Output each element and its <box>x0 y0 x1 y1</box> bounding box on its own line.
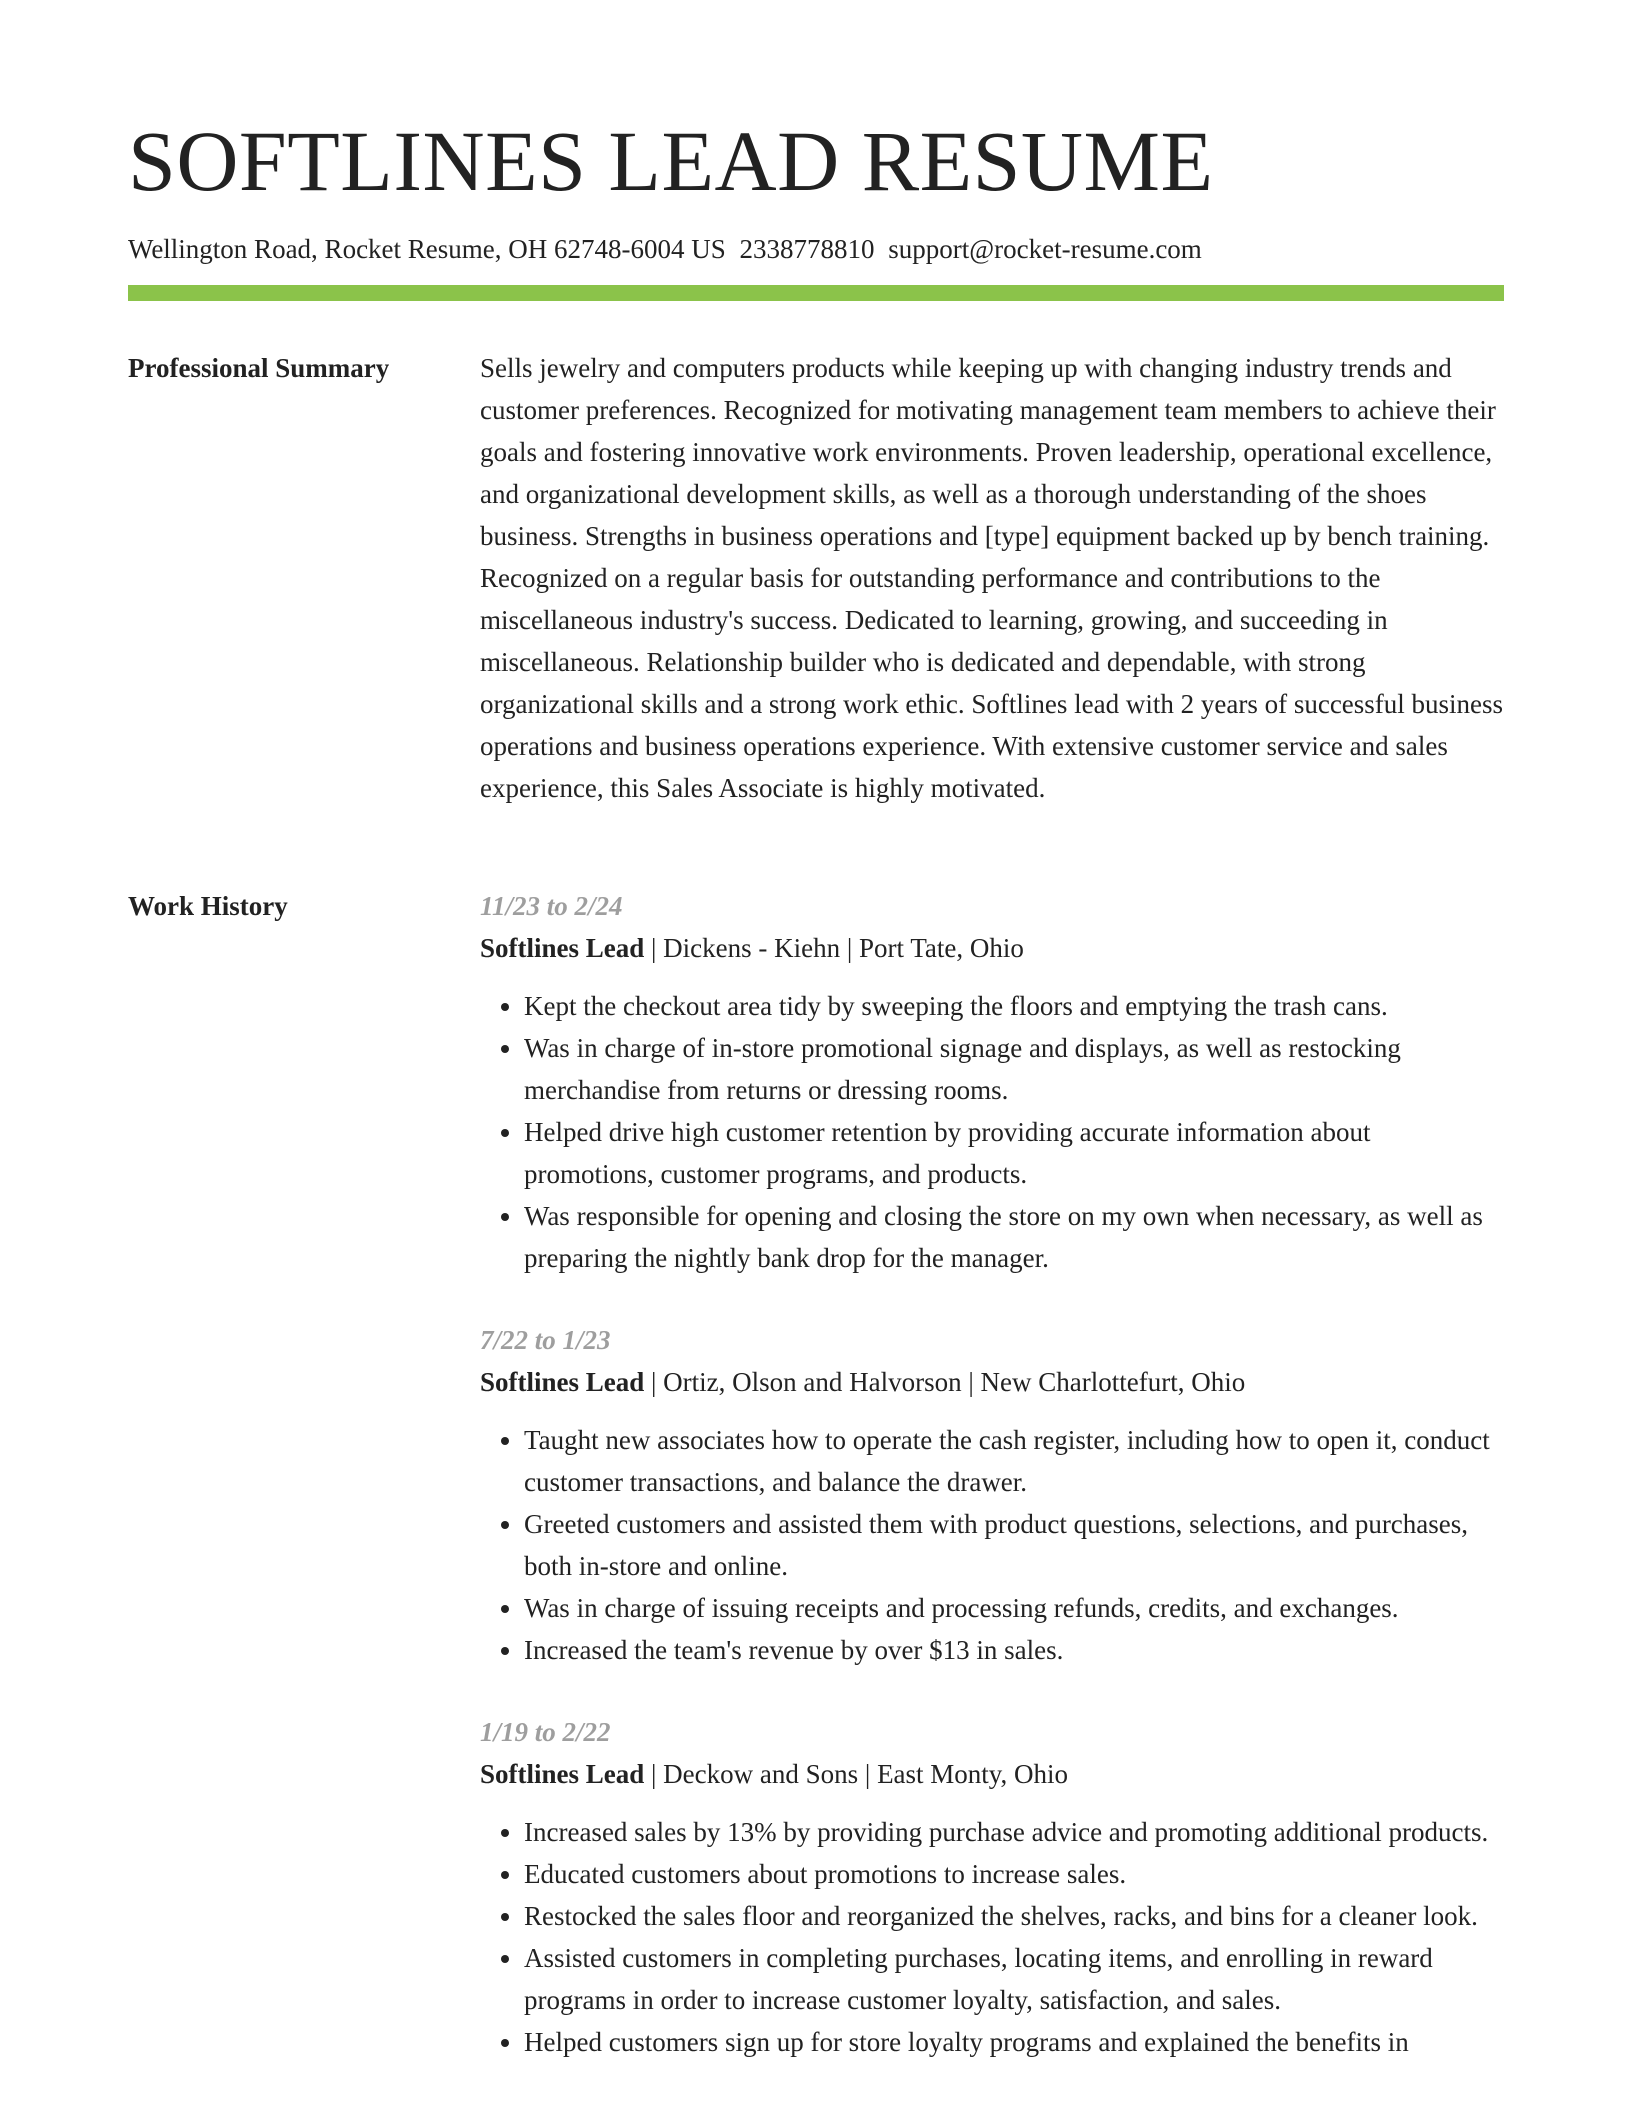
job-bullet-list <box>480 985 1504 1279</box>
job-details: | Ortiz, Olson and Halvorson | New Charlottefurt, Ohio <box>644 1367 1246 1397</box>
work-history-section-label: Work History <box>128 891 288 921</box>
resume-title: SOFTLINES LEAD RESUME <box>128 113 1214 209</box>
summary-section-label: Professional Summary <box>128 353 390 383</box>
job-bullet-list <box>480 1419 1504 1671</box>
job-bullet: • Greeted customers and assisted them with product questions, selections, and purchases, both in-store and online. <box>524 1503 1504 1587</box>
job-bullet: • Was responsible for opening and closing the store on my own when necessary, as well as preparing the nightly bank drop for the manager. <box>524 1195 1504 1279</box>
summary-section <box>480 347 1504 809</box>
job-heading <box>480 1361 1504 1403</box>
job-bullet: • Educated customers about promotions to increase sales. <box>524 1853 1504 1895</box>
summary-text: Sells jewelry and computers products while keeping up with changing industry trends and customer preferences. Recognized for motivating management team members to achieve their goals and fostering innovative work environments. Proven leadership, operational excellence, and organizational development skills, as well as a thorough understanding of the shoes business. Strengths in business operations and [type] equipment backed up by bench training. Recognized on a regular basis for outstanding performance and contributions to the miscellaneous industry's success. Dedicated to learning, growing, and succeeding in miscellaneous. Relationship builder who is dedicated and dependable, with strong organizational skills and a strong work ethic. Softlines lead with 2 years of successful business operations and business operations experience. With extensive customer service and sales experience, this Sales Associate is highly motivated. <box>480 353 1504 803</box>
job-title: Softlines Lead <box>480 1759 645 1789</box>
job-bullet: • Was in charge of in-store promotional signage and displays, as well as restocking merchandise from returns or dressing rooms. <box>524 1027 1504 1111</box>
job-dates: 7/22 to 1/23 <box>480 1325 611 1355</box>
job-entry <box>480 1319 1504 1671</box>
job-bullet: • Taught new associates how to operate the cash register, including how to open it, conduct customer transactions, and balance the drawer. <box>524 1419 1504 1503</box>
job-bullet: • Helped drive high customer retention by providing accurate information about promotions, customer programs, and products. <box>524 1111 1504 1195</box>
job-bullet: • Restocked the sales floor and reorganized the shelves, racks, and bins for a cleaner look. <box>524 1895 1504 1937</box>
job-bullet-list <box>480 1811 1504 2063</box>
header-divider <box>128 285 1504 301</box>
contact-line <box>128 233 1202 265</box>
contact-address: Wellington Road, Rocket Resume, OH 62748-6004 US <box>128 234 726 264</box>
job-bullet: • Was in charge of issuing receipts and processing refunds, credits, and exchanges. <box>524 1587 1504 1629</box>
job-bullet: • Kept the checkout area tidy by sweeping the floors and emptying the trash cans. <box>524 985 1504 1027</box>
job-details: | Dickens - Kiehn | Port Tate, Ohio <box>644 933 1024 963</box>
job-bullet: • Increased sales by 13% by providing purchase advice and promoting additional products. <box>524 1811 1504 1853</box>
job-bullet: • Assisted customers in completing purchases, locating items, and enrolling in reward programs in order to increase customer loyalty, satisfaction, and sales. <box>524 1937 1504 2021</box>
job-details: | Deckow and Sons | East Monty, Ohio <box>644 1759 1069 1789</box>
work-history-section <box>480 885 1504 2103</box>
job-entry <box>480 1711 1504 2063</box>
job-heading <box>480 927 1504 969</box>
contact-email[interactable]: support@rocket-resume.com <box>888 234 1202 264</box>
job-entry <box>480 885 1504 1279</box>
job-heading <box>480 1753 1504 1795</box>
job-bullet: • Increased the team's revenue by over $13 in sales. <box>524 1629 1504 1671</box>
job-dates: 1/19 to 2/22 <box>480 1717 611 1747</box>
job-title: Softlines Lead <box>480 933 645 963</box>
job-bullet: • Helped customers sign up for store loyalty programs and explained the benefits in <box>524 2021 1504 2063</box>
job-title: Softlines Lead <box>480 1367 645 1397</box>
contact-phone: 2338778810 <box>739 234 875 264</box>
job-dates: 11/23 to 2/24 <box>480 891 623 921</box>
